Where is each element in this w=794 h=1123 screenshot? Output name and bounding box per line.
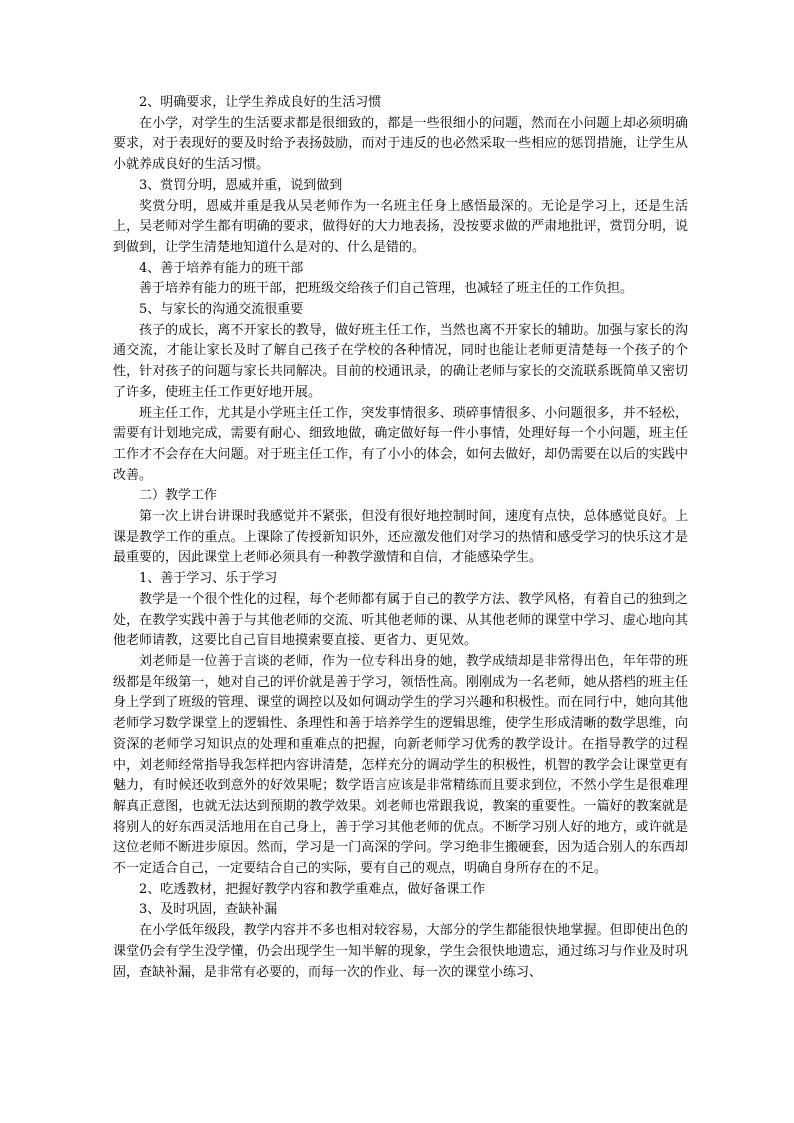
paragraph: 教学是一个很个性化的过程，每个老师都有属于自己的教学方法、教学风格，有着自己的独到之处，在教学实践中善于与其他老师的交流、听其他老师的课、从其他老师的课堂中学习、虚心地向其他老师请教，这要比自己盲目地摸索要直接、更省力、更见效。 (113, 591, 688, 649)
heading-reward-punish: 3、赏罚分明，恩威并重，说到做到 (139, 177, 343, 193)
paragraph: 班主任工作，尤其是小学班主任工作，突发事情很多、琐碎事情很多、小问题很多，并不轻松，需要有计划地完成，需要有耐心、细致地做，确定做好每一件小事情，处理好每一个小问题，班主任工作才不会存在大问题。对于班主任工作，有了小小的体会，如何去做好，却仍需要在以后的实践中改善。 (113, 405, 688, 483)
heading-class-cadres: 4、善于培养有能力的班干部 (139, 260, 304, 276)
paragraph: 善于培养有能力的班干部，把班级交给孩子们自己管理，也减轻了班主任的工作负担。 (139, 281, 634, 297)
paragraph: 在小学，对学生的生活要求都是很细致的，都是一些很细小的问题，然而在小问题上却必须明确要求，对于表现好的要及时给予表扬鼓励，而对于违反的也必然采取一些相应的惩罚措施，让学生从小就养成良好的生活习惯。 (113, 115, 688, 173)
paragraph: 孩子的成长，离不开家长的教导，做好班主任工作，当然也离不开家长的辅助。加强与家长的沟通交流，才能让家长及时了解自己孩子在学校的各种情况，同时也能让老师更清楚每一个孩子的个性，针对孩子的问题与家长共同解决。目前的校通讯录，的确让老师与家长的交流联系既简单又密切了许多，使班主任工作更好地开展。 (113, 322, 688, 400)
paragraph: 刘老师是一位善于言谈的老师，作为一位专科出身的她，教学成绩却是非常得出色，年年带的班级都是年级第一，她对自己的评价就是善于学习，领悟性高。刚刚成为一名老师，她从搭档的班主任身上学到了班级的管理、课堂的调控以及如何调动学生的学习兴趣和积极性。而在同行中，她向其他老师学习数学课堂上的逻辑性、条理性和善于培养学生的逻辑思维，使学生形成清晰的数学思维，向资深的老师学习知识点的处理和重难点的把握，向新老师学习优秀的教学设计。在指导教学的过程中，刘老师经常指导我怎样把内容讲清楚，怎样充分的调动学生的积极性，机智的教学会让课堂更有魅力，有时候还收到意外的好效果呢；数学语言应该是非常精练而且要求到位，不然小学生是很难理解真正意图，也就无法达到预期的教学效果。刘老师也常跟我说，教案的重要性。一篇好的教案就是将别人的好东西灵活地用在自己身上，善于学习其他老师的优点。不断学习别人好的地方，或许就是这位老师不断进步原因。然而，学习是一门高深的学问。学习绝非生搬硬套，因为适合别人的东西却不一定适合自己，一定要结合自己的实际，要有自己的观点，明确自身所存在的不足。 (113, 653, 688, 877)
section-heading-teaching: 二）教学工作 (139, 488, 218, 504)
heading-parent-communication: 5、与家长的沟通交流很重要 (139, 302, 304, 318)
heading-clear-requirements: 2、明确要求，让学生养成良好的生活习惯 (139, 95, 382, 110)
paragraph: 第一次上讲台讲课时我感觉并不紧张，但没有很好地控制时间，速度有点快，总体感觉良好。上课是教学工作的重点。上课除了传授新知识外，还应激发他们对学习的热情和感受学习的快乐这才是最重要的，因此课堂上老师必须具有一种教学激情和自信，才能感染学生。 (113, 509, 688, 566)
document-body (113, 93, 688, 983)
heading-good-at-learning: 1、善于学习、乐于学习 (139, 571, 278, 587)
heading-textbook: 2、吃透教材，把握好教学内容和教学重难点，做好备课工作 (139, 881, 486, 897)
paragraph: 在小学低年级段，教学内容并不多也相对较容易，大部分的学生都能很快地掌握。但即使出色的课堂仍会有学生没学懂，仍会出现学生一知半解的现象，学生会很快地遗忘，通过练习与作业及时巩固，查缺补漏，是非常有必要的，而每一次的作业、每一次的课堂小练习、 (113, 923, 688, 980)
heading-consolidate: 3、及时巩固，查缺补漏 (139, 902, 278, 918)
paragraph: 奖赏分明，恩威并重是我从吴老师作为一名班主任身上感悟最深的。无论是学习上，还是生活上，吴老师对学生都有明确的要求，做得好的大力地表扬，没按要求做的严肃地批评，赏罚分明，说到做到，让学生清楚地知道什么是对的、什么是错的。 (113, 198, 688, 255)
